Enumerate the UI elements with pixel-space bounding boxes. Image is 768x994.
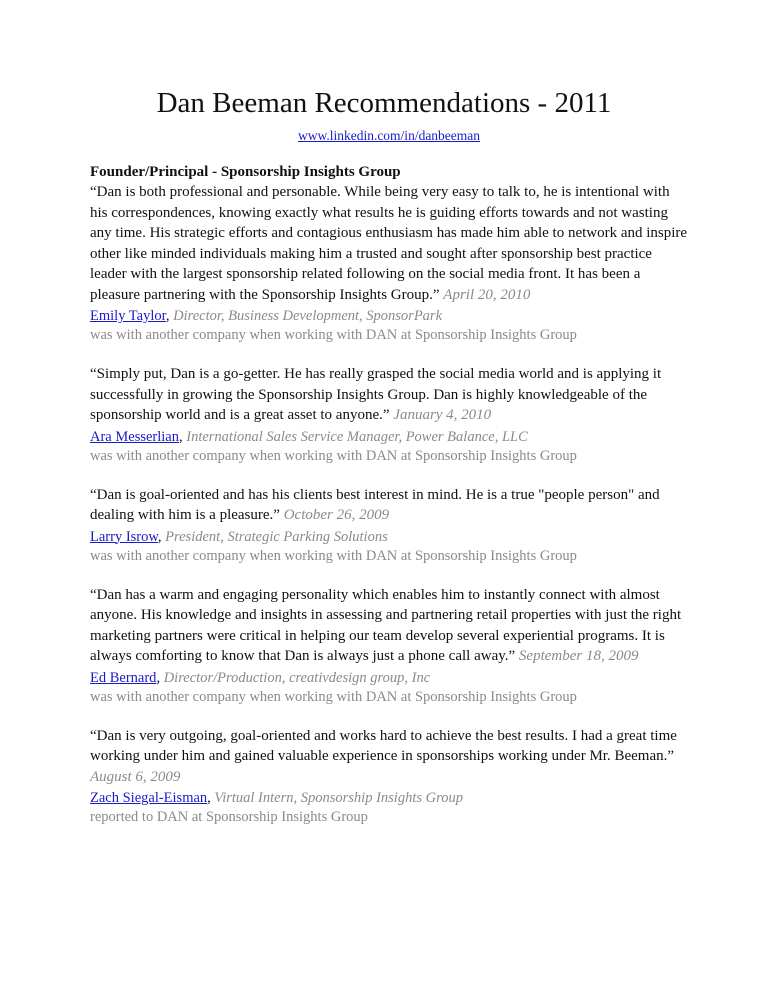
recommendation-2	[90, 364, 688, 465]
recommendation-date: August 6, 2009	[90, 768, 181, 785]
recommender-role: Director/Production, creativdesign group, Inc	[163, 669, 431, 686]
recommender-relation: was with another company when working with DAN at Sponsorship Insights Group	[90, 447, 577, 464]
recommender-line: Ara Messerlian, International Sales Service Manager, Power Balance, LLC	[90, 428, 528, 445]
recommender-relation: reported to DAN at Sponsorship Insights Group	[90, 809, 368, 825]
recommender-line: Ed Bernard, Director/Production, creativdesign group, Inc	[90, 669, 431, 686]
recommender-line: Emily Taylor, Director, Business Development, SponsorPark	[90, 308, 443, 324]
recommendation-quote	[90, 585, 688, 667]
recommendation-1	[90, 182, 688, 344]
recommendation-date: January 4, 2010	[393, 407, 492, 423]
recommendation-4	[90, 585, 688, 706]
recommender-name-link[interactable]: Emily Taylor	[90, 308, 166, 324]
recommender-relation: was with another company when working with DAN at Sponsorship Insights Group	[90, 688, 577, 705]
quote-text: “Dan has a warm and engaging personality which enables him to instantly connect with almost anyone. His knowledge and insights in assessing and partnering retail properties with just the right marketing partners were critical in helping our team develop several experiential programs. It is always comforting to know that Dan is always just a phone call away.”	[90, 586, 682, 664]
recommender-line: Zach Siegal-Eisman, Virtual Intern, Sponsorship Insights Group	[90, 790, 463, 806]
recommendation-date: September 18, 2009	[518, 648, 639, 664]
recommender-role: Director, Business Development, SponsorPark	[173, 308, 443, 324]
recommender-role: President, Strategic Parking Solutions	[165, 528, 388, 545]
quote-text: “Dan is very outgoing, goal-oriented and works hard to achieve the best results. I had a great time working under him and gained valuable experience in sponsorships working under Mr. Beeman.”	[90, 727, 677, 764]
recommender-name-link[interactable]: Ara Messerlian	[90, 428, 179, 445]
recommender-line: Larry Isrow, President, Strategic Parking Solutions	[90, 528, 388, 545]
linkedin-profile-link[interactable]: www.linkedin.com/in/danbeeman	[297, 128, 481, 143]
recommendation-quote	[90, 726, 688, 788]
recommendation-quote	[90, 182, 688, 305]
quote-text: “Simply put, Dan is a go-getter. He has really grasped the social media world and is applying it successfully in growing the Sponsorship Insights Group. Dan is highly knowledgeable of the sponsorship world and is a great asset to anyone.”	[90, 366, 662, 423]
recommender-relation: was with another company when working with DAN at Sponsorship Insights Group	[90, 547, 577, 564]
recommender-name-link[interactable]: Zach Siegal-Eisman	[90, 790, 208, 806]
recommender-relation: was with another company when working with DAN at Sponsorship Insights Group	[90, 327, 577, 343]
recommender-role: Virtual Intern, Sponsorship Insights Group	[214, 790, 463, 806]
recommendation-quote	[90, 485, 688, 526]
recommender-name-link[interactable]: Larry Isrow	[90, 528, 158, 545]
quote-text: “Dan is both professional and personable. While being very easy to talk to, he is intentional with his correspondences, knowing exactly what results he is guiding efforts towards and not wasting any time. His strategic efforts and contagious enthusiasm has made him able to network and inspire other like minded individuals making him a trusted and sought after sponsorship best practice leader with the largest sponsorship related following on the social media front. It has been a pleasure partnering with the Sponsorship Insights Group.”	[90, 184, 688, 303]
recommendation-quote	[90, 364, 688, 426]
quote-text: “Dan is goal-oriented and has his clients best interest in mind. He is a true "people person" and dealing with him is a pleasure.”	[90, 486, 660, 523]
section-title: Founder/Principal - Sponsorship Insights Group	[90, 164, 401, 180]
recommendation-date: April 20, 2010	[443, 286, 531, 303]
page-title: Dan Beeman Recommendations - 2011	[156, 87, 612, 119]
recommendation-3	[90, 485, 688, 565]
recommendation-5	[90, 726, 688, 827]
recommender-role: International Sales Service Manager, Power Balance, LLC	[186, 428, 528, 445]
recommender-name-link[interactable]: Ed Bernard	[90, 669, 157, 686]
recommendation-date: October 26, 2009	[283, 507, 390, 523]
